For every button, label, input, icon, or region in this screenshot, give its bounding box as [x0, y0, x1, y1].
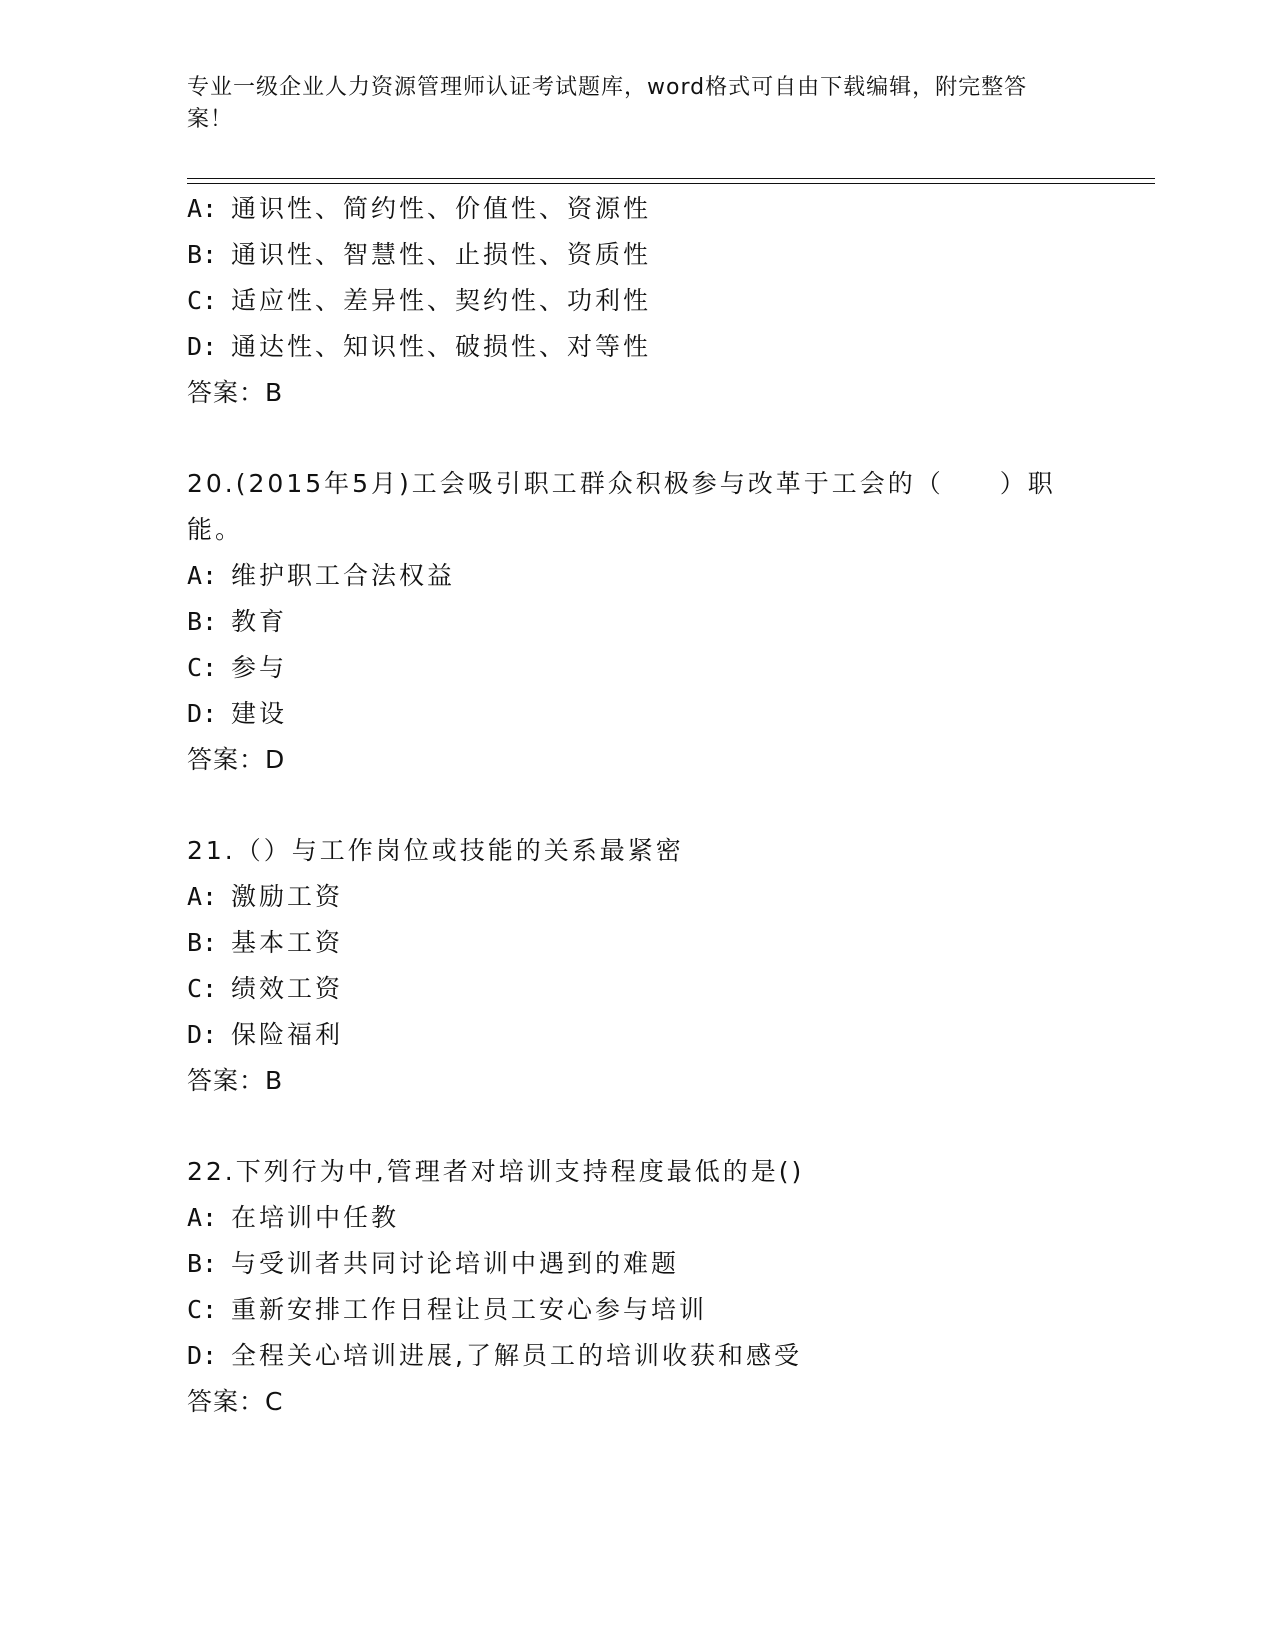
question-19 — [187, 186, 1087, 416]
spacer — [187, 783, 1087, 828]
header-divider-top — [187, 178, 1155, 179]
answer-line: 答案：B — [187, 378, 284, 407]
spacer — [187, 1104, 1087, 1149]
spacer — [187, 416, 1087, 461]
question-21 — [187, 828, 1087, 1104]
option-a: A: 通识性、简约性、价值性、资源性 — [187, 194, 652, 223]
option-c: C: 参与 — [187, 653, 288, 682]
option-b: B: 与受训者共同讨论培训中遇到的难题 — [187, 1249, 680, 1278]
option-a: A: 维护职工合法权益 — [187, 561, 456, 590]
answer-line: 答案：B — [187, 1066, 284, 1095]
question-20 — [187, 461, 1087, 783]
question-stem: 20.(2015年5月)工会吸引职工群众积极参与改革于工会的（ ）职能。 — [187, 469, 1056, 544]
option-d: D: 全程关心培训进展,了解员工的培训收获和感受 — [187, 1341, 802, 1370]
option-c: C: 绩效工资 — [187, 974, 344, 1003]
question-stem: 21.（）与工作岗位或技能的关系最紧密 — [187, 836, 684, 865]
option-d: D: 保险福利 — [187, 1020, 344, 1049]
option-d: D: 建设 — [187, 699, 288, 728]
page-header-title: 专业一级企业人力资源管理师认证考试题库，word格式可自由下载编辑，附完整答案！ — [187, 75, 1028, 132]
question-22 — [187, 1149, 1087, 1425]
option-b: B: 通识性、智慧性、止损性、资质性 — [187, 240, 652, 269]
option-c: C: 重新安排工作日程让员工安心参与培训 — [187, 1295, 708, 1324]
option-b: B: 基本工资 — [187, 928, 344, 957]
header-divider-bottom — [187, 183, 1155, 184]
answer-line: 答案：D — [187, 745, 286, 774]
answer-line: 答案：C — [187, 1387, 284, 1416]
option-a: A: 在培训中任教 — [187, 1203, 400, 1232]
question-list — [187, 186, 1087, 1425]
option-d: D: 通达性、知识性、破损性、对等性 — [187, 332, 652, 361]
option-b: B: 教育 — [187, 607, 288, 636]
option-a: A: 激励工资 — [187, 882, 344, 911]
question-stem: 22.下列行为中,管理者对培训支持程度最低的是() — [187, 1157, 805, 1186]
option-c: C: 适应性、差异性、契约性、功利性 — [187, 286, 652, 315]
